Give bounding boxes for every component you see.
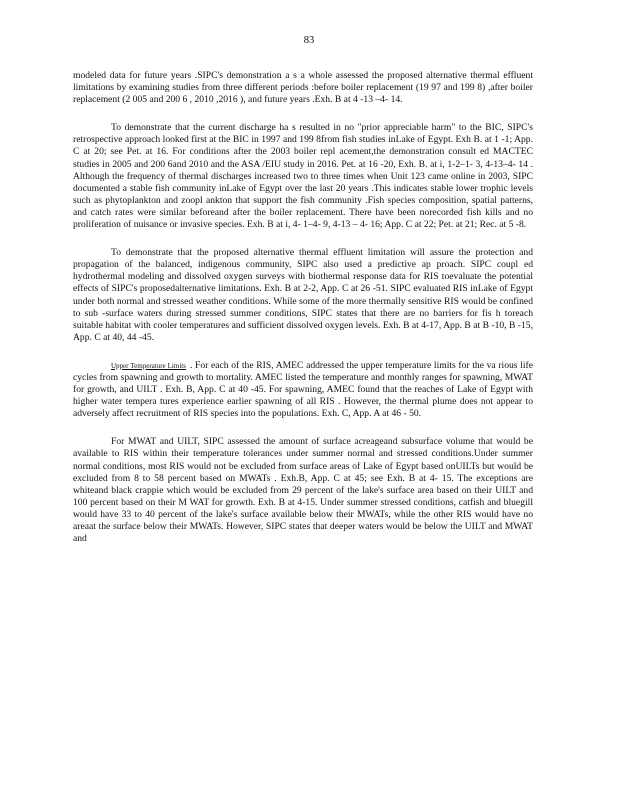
paragraph-1: modeled data for future years .SIPC's demonstration a s a whole assessed the proposed alternative thermal effluent limitations by examining studies from three different periods :before boiler replacement (19 97 and 199 8) ,after boiler replacement (2 005 and 200 6 , 2010 ,2016 ), and future years .Exh. B at 4 -13 –4- 14. [73, 70, 533, 106]
paragraph-3: To demonstrate that the proposed alternative thermal effluent limitation will assure the protection and propagation of the balanced, indigenous community, SIPC also used a predictive ap proach. SIPC coupl ed hydrothermal modeling and dissolved oxygen surveys with biothermal response data for RIS toevaluate the potential effects of SIPC's proposedalternative limitations. Exh. B at 2-2, App. C at 26 -51. SIPC evaluated RIS inLake of Egypt under both normal and stressed weather conditions. While some of the more thermally sensitive RIS would be confined to sub -surface waters during stressed summer conditions, SIPC states that there are no barriers for fis h toreach suitable habitat with cooler temperatures and sufficient dissolved oxygen levels. Exh. B at 4-17, App. B at B -10, B -15, App. C at 40, 44 -45. [73, 247, 533, 343]
section-heading-upper-limits: Upper Temperature Limits [111, 361, 186, 370]
upper-limits-body: . For each of the RIS, AMEC addressed the upper temperature limits for the va rious life cycles from spawning and growth to mortality. AMEC listed the temperature and monthly ranges for spawning, MWAT for growth, and UILT . Exh. B, App. C at 40 -45. For spawning, AMEC found that the reaches of Lake of Egypt with higher water tempera tures experience earlier spawning of all RIS . However, the thermal plume does not appear to adversely affect recruitment of RIS species into the populations. Exh. C, App. A at 46 - 50. [73, 359, 533, 420]
page-number: 83 [303, 35, 315, 46]
paragraph-2: To demonstrate that the current discharge ha s resulted in no "prior appreciable harm" to the BIC, SIPC's retrospective approach looked first at the BIC in 1997 and 199 8from fish studies inLake of Egypt. Exh B. at 1 -1; App. C at 20; see Pet. at 16. For conditions after the 2003 boiler repl acement,the demonstration consult ed MACTEC studies in 2005 and 200 6and 2010 and the ASA /EIU study in 2016. Pet. at 16 -20, Exh. B. at i, 1-2–1- 3, 4-13–4- 14 . Although the frequency of thermal discharges increased two to three times when Unit 123 came online in 2003, SIPC documented a stable fish community inLake of Egypt over the last 20 years .This indicates stable lower trophic levels such as phytoplankton and zoopl ankton that support the fish community .Fish species composition, spatial patterns, and catch rates were similar beforeand after the boiler replacement. There have been norecorded fish kills and no proliferation of nuisance or invasive species. Exh. B at i, 4- 1–4- 9, 4-13 – 4- 16; App. C at 22; Pet. at 21; Rec. at 5 -8. [73, 122, 533, 231]
paragraph-upper-limits [73, 360, 533, 420]
document-body [73, 70, 533, 561]
paragraph-5: For MWAT and UILT, SIPC assessed the amount of surface acreageand subsurface volume that would be available to RIS within their temperature tolerances under summer normal and stressed conditions.Under summer normal conditions, most RIS would not be excluded from surface areas of Lake of Egypt based onUILTs but would be excluded from 8 to 58 percent based on MWATs . Exh.B, App. C at 45; see Exh. B at 4- 15. The exceptions are whiteand black crappie which would be excluded from 29 percent of the lake's surface area based on their UILT and 100 percent based on their M WAT for growth. Exh. B at 4-15. Under summer stressed conditions, catfish and bluegill would have 33 to 40 percent of the lake's surface available below their MWATs, while the other RIS would have no areaat the surface below their MWATs. However, SIPC states that deeper waters would be below the UILT and MWAT and [73, 436, 533, 545]
